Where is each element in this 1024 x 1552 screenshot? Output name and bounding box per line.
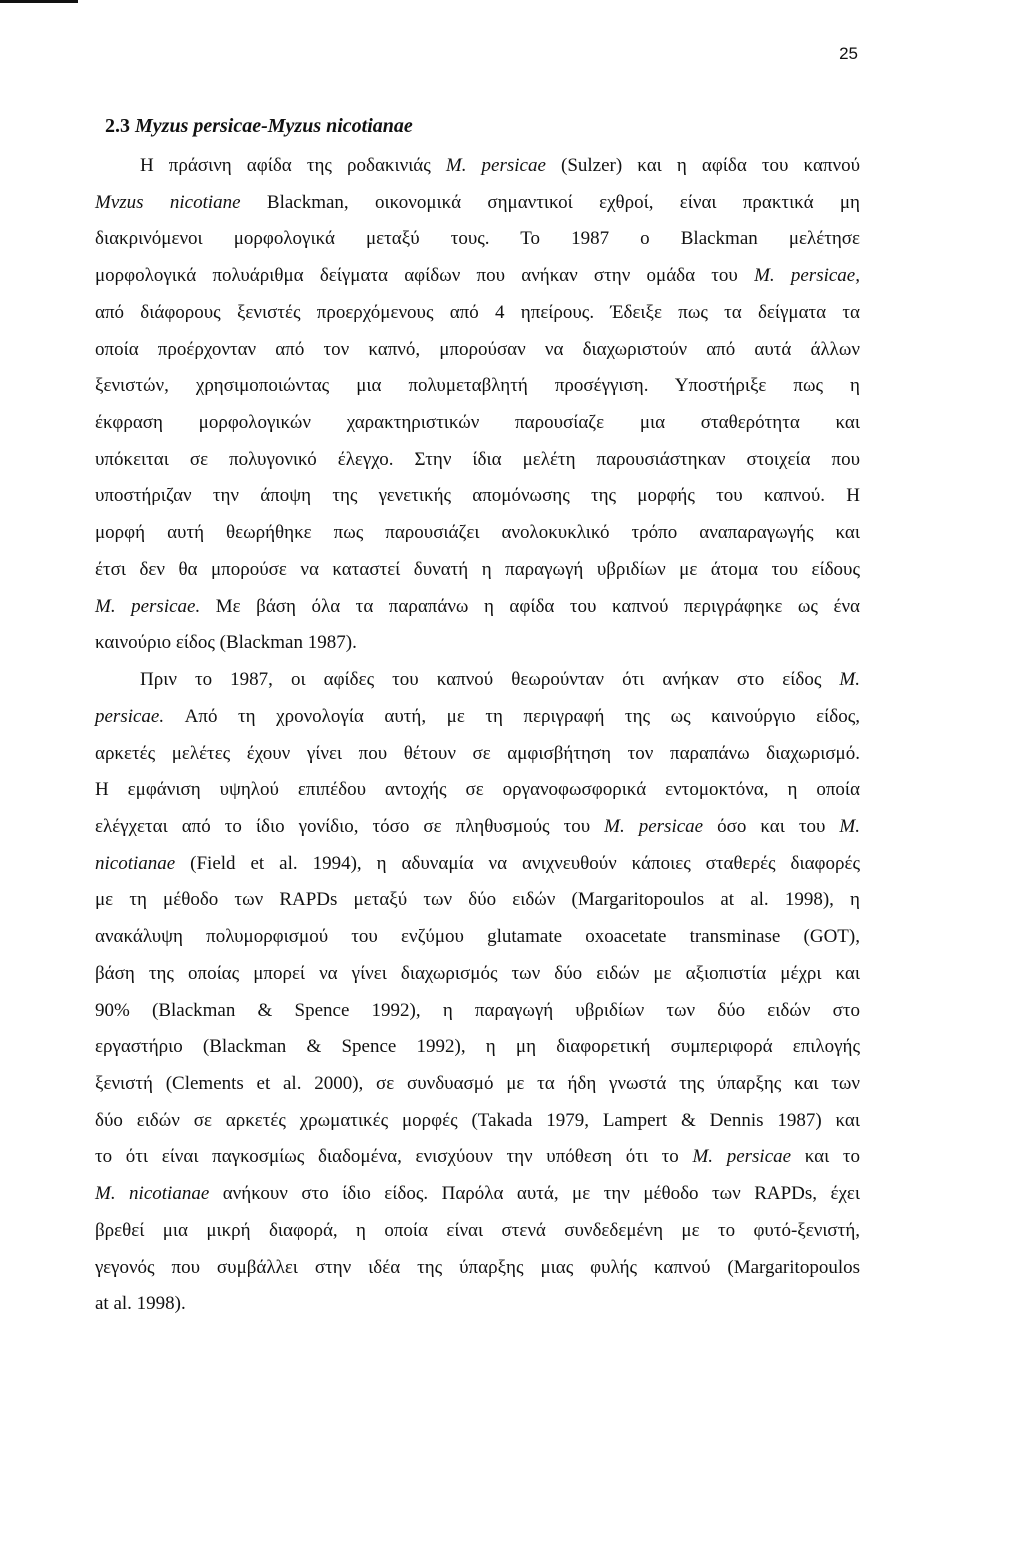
italic-text: persicae.: [95, 705, 165, 727]
text-line: [95, 809, 860, 846]
text-segment: ξενιστών, χρησιμοποιώντας μια πολυμεταβλητή προσέγγιση. Υποστήριξε πως η: [95, 375, 860, 397]
italic-text: M. persicae: [445, 155, 546, 176]
text-segment: έκφραση μορφολογικών χαρακτηριστικών παρουσίαζε μια σταθερότητα και: [95, 412, 860, 434]
text-line: [95, 699, 860, 736]
text-line: [95, 1103, 860, 1140]
italic-text: M. persicae.: [95, 595, 201, 617]
text-segment: ανακάλυψη πολυμορφισμού του ενζύμου glutamate oxoacetate transminase (GOT),: [95, 926, 860, 948]
text-line: [95, 919, 860, 956]
italic-text: M. persicae,: [754, 265, 860, 287]
text-segment: δύο ειδών σε αρκετές χρωματικές μορφές (Takada 1979, Lampert & Dennis 1987) και: [95, 1109, 860, 1131]
italic-text: M. persicae: [692, 1146, 792, 1168]
text-line: [95, 993, 860, 1030]
text-line: [95, 148, 860, 185]
text-line: [95, 1250, 860, 1287]
text-line: [95, 185, 860, 222]
text-line: [95, 332, 860, 369]
text-segment: αρκετές μελέτες έχουν γίνει που θέτουν σε αμφισβήτηση τον παραπάνω διαχωρισμό.: [95, 742, 860, 764]
text-segment: με τη μέθοδο των RAPDs μεταξύ των δύο ειδών (Margaritopoulos at al. 1998), η: [95, 889, 860, 911]
text-segment: και το: [791, 1146, 861, 1168]
text-segment: έτσι δεν θα μπορούσε να καταστεί δυνατή η παραγωγή υβριδίων με άτομα του είδους: [95, 558, 860, 580]
text-segment: 90% (Blackman & Spence 1992), η παραγωγή υβριδίων των δύο ειδών στο: [95, 999, 860, 1021]
text-line: [95, 736, 860, 773]
text-segment: at al. 1998).: [95, 1293, 186, 1315]
text-line: [95, 552, 860, 589]
text-line: [95, 1286, 860, 1323]
text-line: [95, 405, 860, 442]
text-segment: Blackman, οικονομικά σημαντικοί εχθροί, είναι πρακτικά μη: [240, 191, 860, 213]
text-segment: οποία προέρχονταν από τον καπνό, μπορούσαν να διαχωριστούν από αυτά άλλων: [95, 338, 860, 360]
text-line: [95, 515, 860, 552]
scan-corner-mark: [0, 0, 78, 3]
text-segment: υποστήριζαν την άποψη της γενετικής απομόνωσης της μορφής του καπνού. Η: [95, 485, 860, 507]
italic-text: M.: [839, 669, 860, 691]
paragraph: [95, 662, 860, 1323]
italic-text: nicotianae: [95, 852, 176, 874]
text-line: [95, 882, 860, 919]
section-title: Myzus persicae-Myzus nicotianae: [135, 115, 413, 137]
text-line: [95, 1066, 860, 1103]
text-line: [95, 772, 860, 809]
text-line: [95, 589, 860, 626]
text-line: [95, 258, 860, 295]
text-segment: διακρινόμενοι μορφολογικά μεταξύ τους. Το 1987 ο Blackman μελέτησε: [95, 228, 860, 250]
section-number: 2.3: [105, 115, 130, 137]
text-segment: γεγονός που συμβάλλει στην ιδέα της ύπαρξης μιας φυλής καπνού (Margaritopoulos: [95, 1256, 860, 1278]
text-line: [95, 221, 860, 258]
text-segment: Η εμφάνιση υψηλού επιπέδου αντοχής σε οργανοφωσφορικά εντομοκτόνα, η οποία: [95, 779, 860, 801]
text-line: [95, 625, 860, 662]
italic-text: M. nicotianae: [95, 1183, 210, 1205]
text-line: [95, 295, 860, 332]
text-line: [95, 662, 860, 699]
text-line: [95, 1139, 860, 1176]
text-segment: καινούριο είδος (Blackman 1987).: [95, 632, 357, 654]
text-segment: εργαστήριο (Blackman & Spence 1992), η μη διαφορετική συμπεριφορά επιλογής: [95, 1036, 860, 1058]
text-segment: Πριν το 1987, οι αφίδες του καπνού θεωρούνταν ότι ανήκαν στο είδος: [140, 669, 840, 691]
paragraph: [95, 148, 860, 662]
text-segment: (Field et al. 1994), η αδυναμία να ανιχνευθούν κάποιες σταθερές διαφορές: [175, 852, 860, 874]
text-line: [95, 368, 860, 405]
text-segment: από διάφορους ξενιστές προερχόμενους από 4 ηπείρους. Έδειξε πως τα δείγματα τα: [95, 301, 860, 323]
text-line: [95, 442, 860, 479]
text-line: [95, 1176, 860, 1213]
text-line: [95, 1029, 860, 1066]
text-line: [95, 1213, 860, 1250]
italic-text: Mvzus nicotiane: [95, 191, 241, 213]
text-line: [95, 846, 860, 883]
text-segment: ελέγχεται από το ίδιο γονίδιο, τόσο σε πληθυσμούς του: [95, 815, 605, 837]
text-segment: ανήκουν στο ίδιο είδος. Παρόλα αυτά, με την μέθοδο των RAPDs, έχει: [209, 1183, 860, 1205]
text-segment: (Sulzer) και η αφίδα του καπνού: [545, 155, 860, 176]
section-heading: [105, 115, 413, 138]
text-line: [95, 956, 860, 993]
text-segment: μορφολογικά πολυάριθμα δείγματα αφίδων που ανήκαν στην ομάδα του: [95, 265, 755, 287]
text-segment: Με βάση όλα τα παραπάνω η αφίδα του καπνού περιγράφηκε ως ένα: [200, 595, 860, 617]
body-text: [95, 148, 860, 1323]
text-segment: το ότι είναι παγκοσμίως διαδομένα, ενισχύουν την υπόθεση ότι το: [95, 1146, 693, 1168]
text-segment: όσο και του: [703, 815, 840, 837]
text-segment: υπόκειται σε πολυγονικό έλεγχο. Στην ίδια μελέτη παρουσιάστηκαν στοιχεία που: [95, 448, 860, 470]
text-segment: μορφή αυτή θεωρήθηκε πως παρουσιάζει ανολοκυκλικό τρόπο αναπαραγωγής και: [95, 522, 860, 544]
text-line: [95, 478, 860, 515]
text-segment: Από τη χρονολογία αυτή, με τη περιγραφή της ως καινούργιο είδος,: [164, 705, 860, 727]
text-segment: βάση της οποίας μπορεί να γίνει διαχωρισμός των δύο ειδών με αξιοπιστία μέχρι και: [95, 962, 860, 984]
italic-text: M.: [839, 815, 860, 837]
italic-text: M. persicae: [604, 815, 704, 837]
text-segment: Η πράσινη αφίδα της ροδακινιάς: [140, 155, 446, 176]
text-segment: βρεθεί μια μικρή διαφορά, η οποία είναι στενά συνδεδεμένη με το φυτό-ξενιστή,: [95, 1219, 860, 1241]
page-number: 25: [839, 44, 858, 63]
text-segment: ξενιστή (Clements et al. 2000), σε συνδυασμό με τα ήδη γνωστά της ύπαρξης και των: [95, 1072, 860, 1094]
